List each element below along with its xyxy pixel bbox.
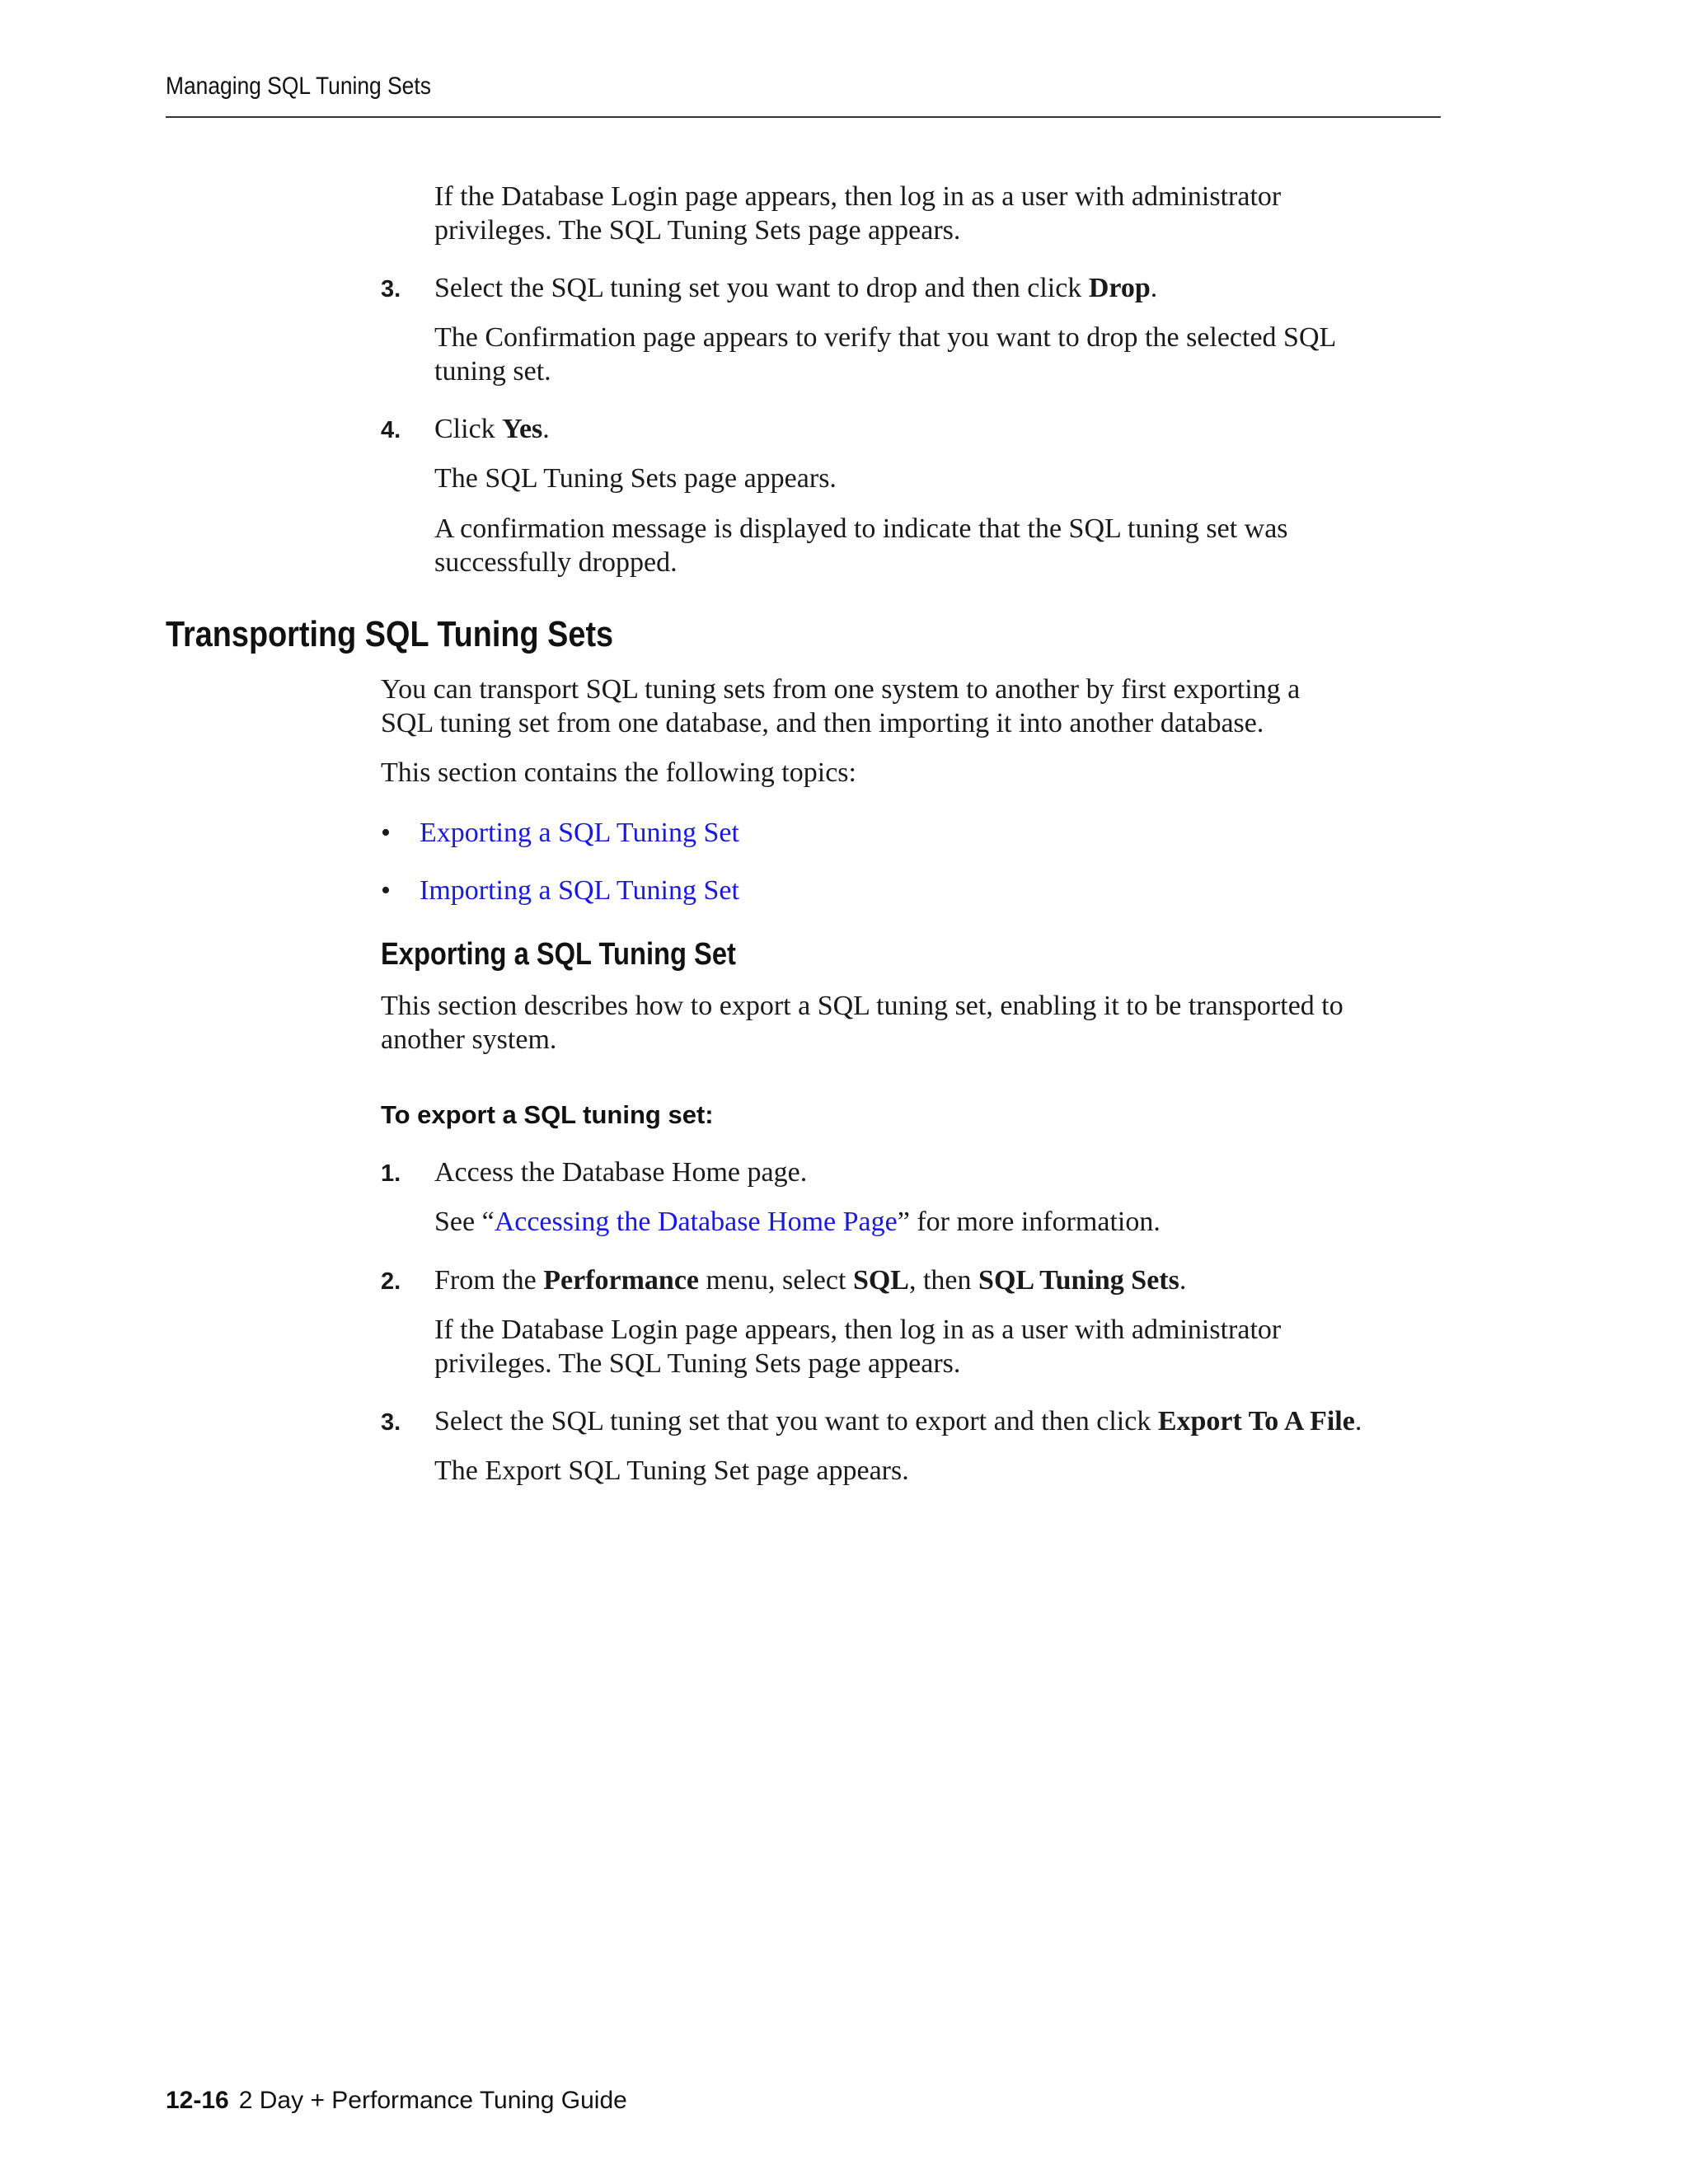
export-login-line-1: If the Database Login page appears, then log in as a user with administrator: [434, 1315, 1282, 1345]
export-desc-line-2: another system.: [381, 1024, 557, 1055]
confirmation-text-line-2: tuning set.: [434, 356, 551, 387]
section-heading-transporting: Transporting SQL Tuning Sets: [166, 614, 614, 654]
login-text-line-2: privileges. The SQL Tuning Sets page appears.: [434, 215, 961, 246]
header-rule: [166, 116, 1441, 118]
step-4-result: The SQL Tuning Sets page appears.: [434, 463, 837, 494]
topics-intro: This section contains the following topics:: [381, 757, 856, 788]
step-number: 2.: [381, 1268, 401, 1295]
login-text-line-1: If the Database Login page appears, then log in as a user with administrator: [434, 181, 1282, 212]
step-number: 3.: [381, 1409, 401, 1436]
transport-intro-line-1: You can transport SQL tuning sets from one system to another by first exporting a: [381, 674, 1301, 705]
step-4-confirm-line-1: A confirmation message is displayed to indicate that the SQL tuning set was: [434, 513, 1288, 544]
export-step-1-see: See “Accessing the Database Home Page” for more information.: [434, 1207, 1160, 1237]
guide-title: 2 Day + Performance Tuning Guide: [238, 2087, 627, 2114]
step-number: 4.: [381, 417, 401, 443]
subsection-heading-exporting: Exporting a SQL Tuning Set: [381, 937, 736, 972]
link-exporting-sql-tuning-set[interactable]: Exporting a SQL Tuning Set: [420, 818, 739, 848]
export-step-2: From the Performance menu, select SQL, then SQL Tuning Sets.: [434, 1265, 1187, 1296]
transport-intro-line-2: SQL tuning set from one database, and then importing it into another database.: [381, 708, 1264, 738]
link-importing-sql-tuning-set[interactable]: Importing a SQL Tuning Set: [420, 875, 739, 906]
export-step-3: Select the SQL tuning set that you want to export and then click Export To A File.: [434, 1406, 1362, 1436]
running-header: Managing SQL Tuning Sets: [166, 73, 431, 100]
export-login-line-2: privileges. The SQL Tuning Sets page appears.: [434, 1348, 961, 1379]
bullet: •: [381, 875, 391, 906]
page-footer: [166, 2084, 627, 2117]
export-step-3-result: The Export SQL Tuning Set page appears.: [434, 1455, 909, 1486]
drop-step-3: Select the SQL tuning set you want to drop and then click Drop.: [434, 273, 1158, 303]
drop-step-4: Click Yes.: [434, 414, 550, 444]
procedure-title: To export a SQL tuning set:: [381, 1100, 714, 1129]
page-number: 12-16: [166, 2087, 229, 2114]
link-accessing-database-home-page[interactable]: Accessing the Database Home Page: [494, 1207, 898, 1237]
export-desc-line-1: This section describes how to export a SQL tuning set, enabling it to be transported to: [381, 991, 1343, 1021]
step-number: 3.: [381, 276, 401, 302]
step-number: 1.: [381, 1160, 401, 1187]
bullet: •: [381, 818, 391, 848]
export-step-1: Access the Database Home page.: [434, 1157, 808, 1188]
confirmation-text-line-1: The Confirmation page appears to verify that you want to drop the selected SQL: [434, 322, 1337, 353]
step-4-confirm-line-2: successfully dropped.: [434, 547, 678, 578]
